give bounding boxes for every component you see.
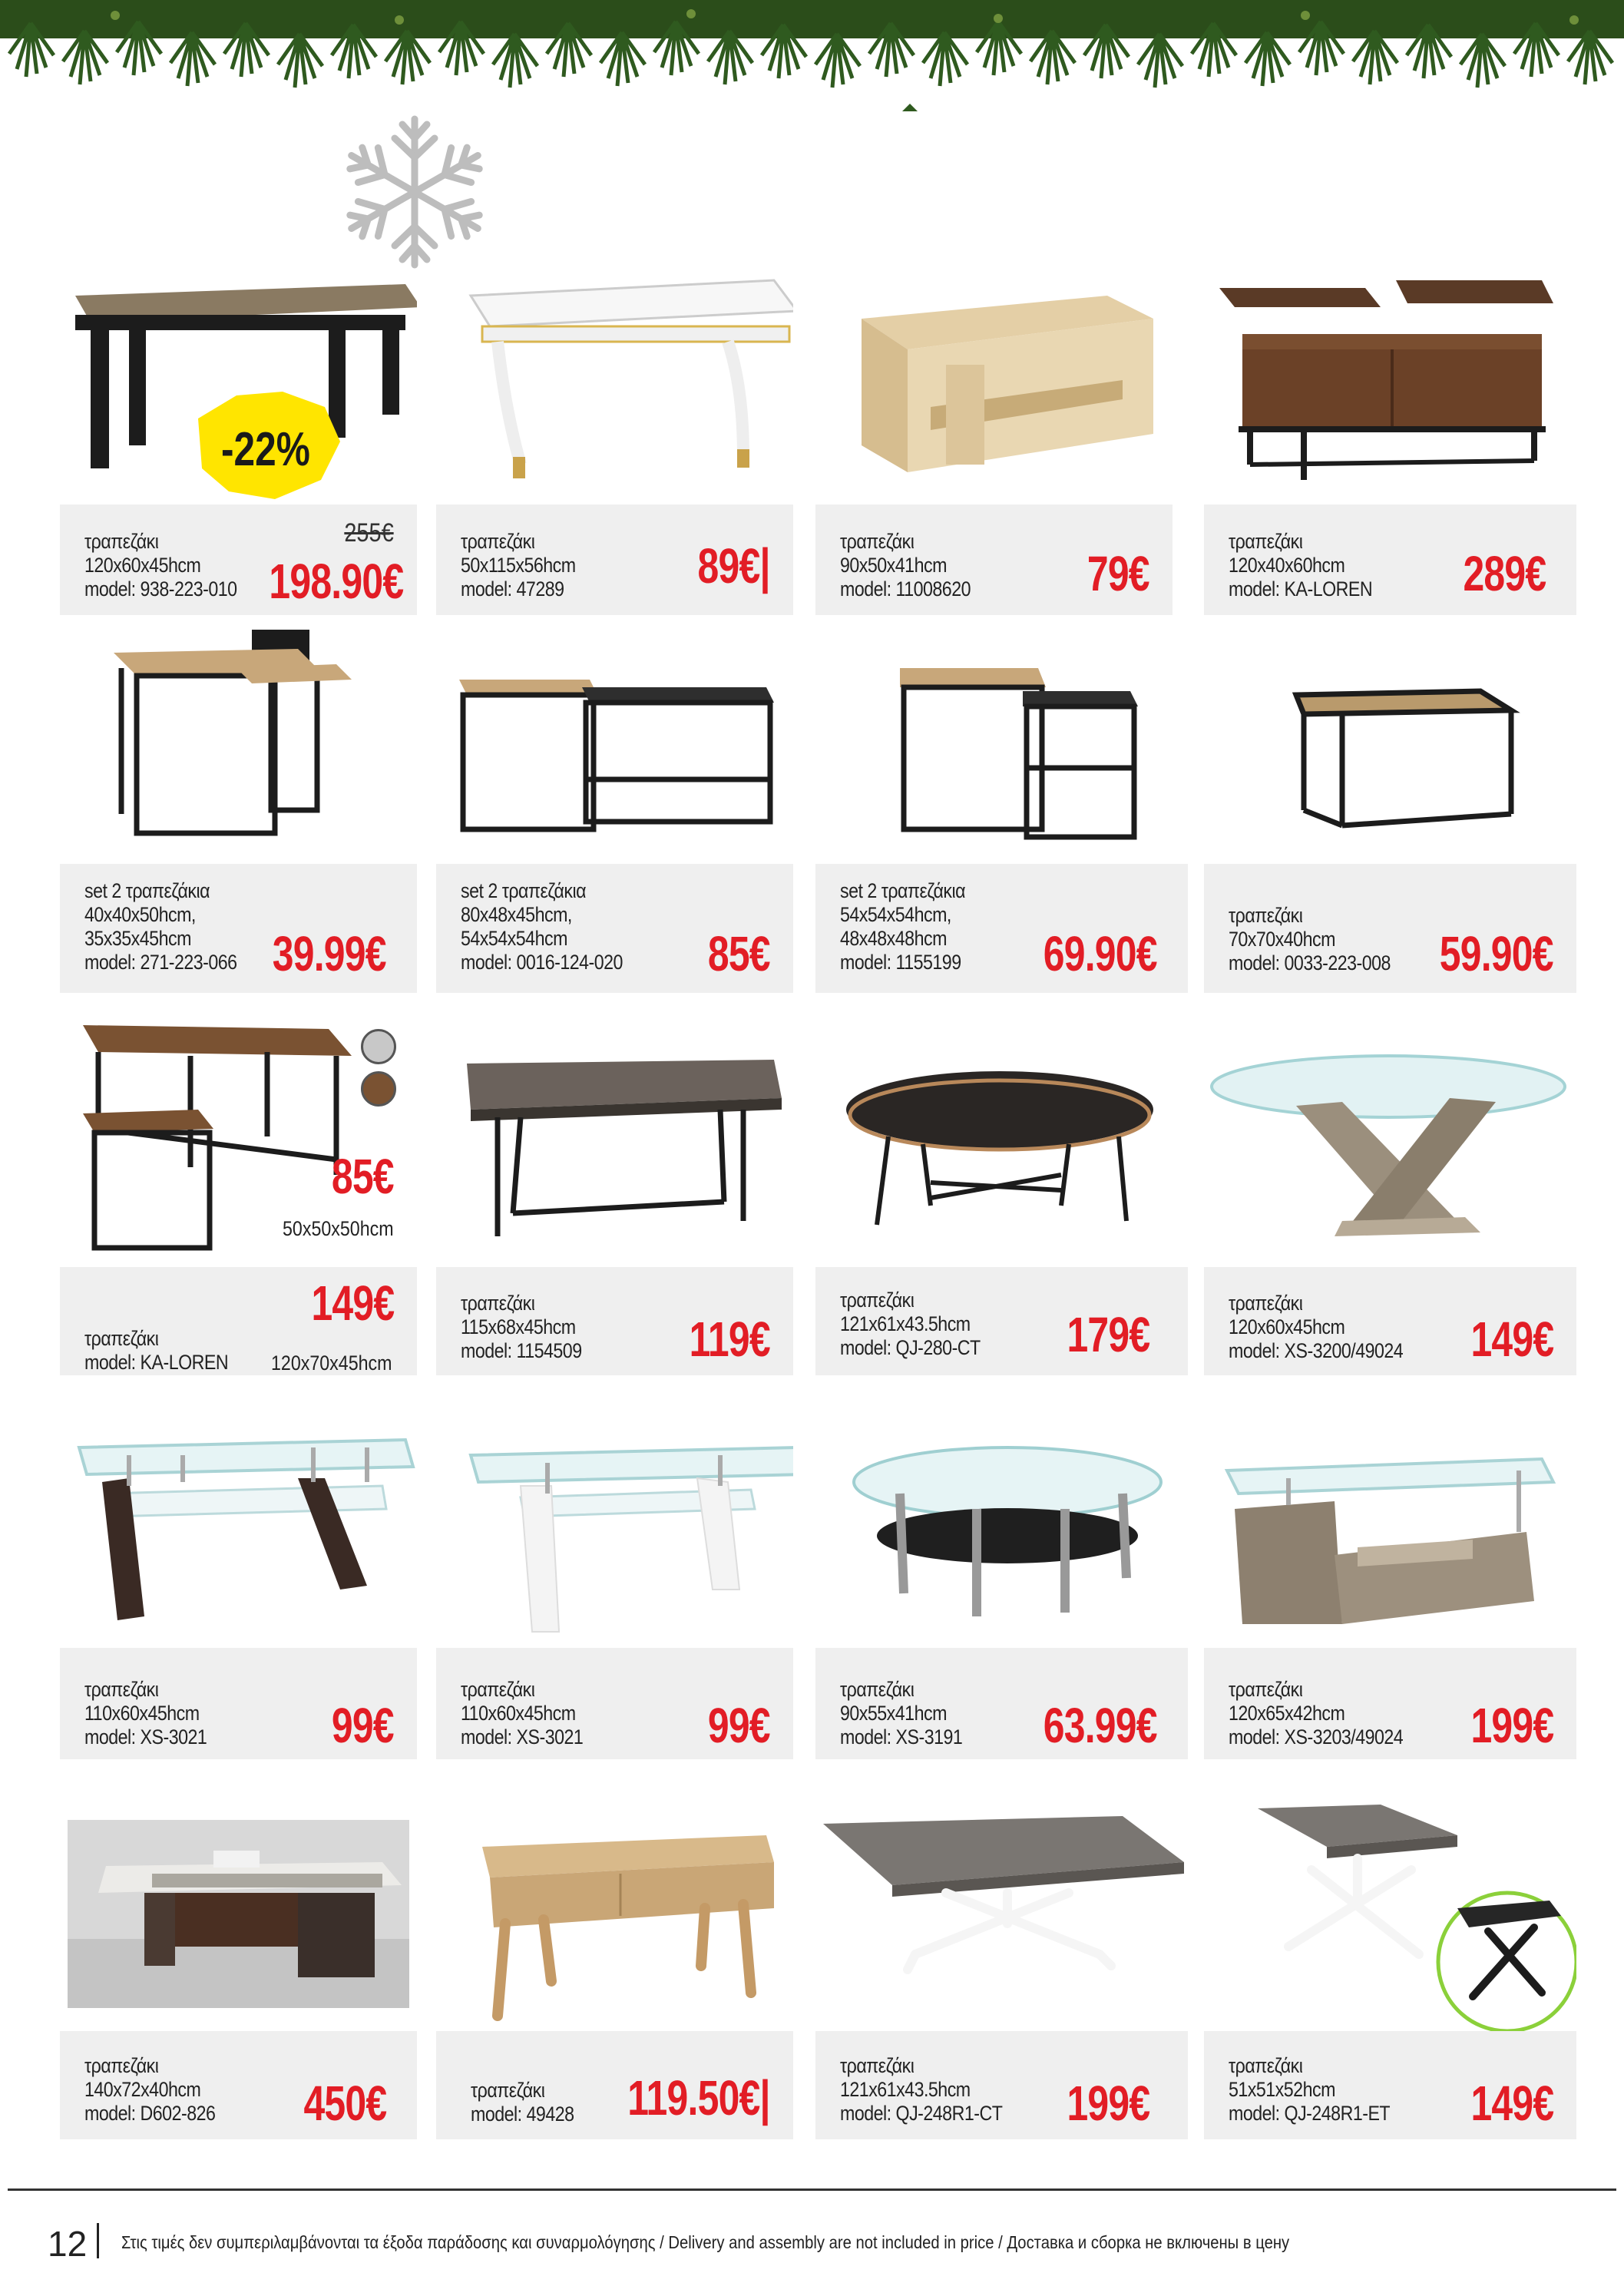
delivery-note: Στις τιμές δεν συμπεριλαμβάνονται τα έξοδα παράδοσης και συναρμολόγησης / Delivery and assembly are not included in price / Доставка и сборка не включены в цену (121, 2232, 1290, 2252)
product-description: set 2 τραπεζάκια 80x48x45hcm, 54x54x54hcm model: 0016-124-020 (461, 879, 623, 974)
product-image (815, 1014, 1188, 1259)
product-image (815, 1801, 1188, 2031)
price: 198.90€ (269, 554, 403, 609)
product-card[interactable] (815, 1801, 1188, 2142)
product-card[interactable] (60, 626, 417, 994)
price: 149€ (1470, 2076, 1553, 2131)
product-image (436, 273, 793, 503)
product-description: τραπεζάκι 70x70x40hcm model: 0033-223-008 (1229, 904, 1391, 974)
price: 199€ (1470, 1698, 1553, 1753)
product-image (1204, 1801, 1576, 2031)
price: 119€ (689, 1312, 770, 1367)
product-image (60, 1424, 417, 1647)
product-description: τραπεζάκι 50x115x56hcm model: 47289 (461, 530, 576, 600)
price: 149€ (1470, 1312, 1553, 1367)
product-image (1204, 626, 1576, 864)
discount-label: -22% (221, 423, 310, 476)
product-card[interactable] (436, 626, 793, 994)
price: 289€ (1463, 546, 1546, 601)
product-description: τραπεζάκι 51x51x52hcm model: QJ-248R1-ET (1229, 2054, 1391, 2125)
product-image (60, 1801, 417, 2031)
product-image (815, 1424, 1188, 1647)
product-card[interactable] (60, 1014, 417, 1378)
price: 89€| (697, 538, 770, 594)
product-card[interactable] (60, 273, 417, 618)
price: 119.50€| (627, 2070, 770, 2126)
product-description: τραπεζάκι 110x60x45hcm model: XS-3021 (84, 1678, 207, 1748)
product-image (436, 626, 793, 864)
product-description: τραπεζάκι 120x40x60hcm model: KA-LOREN (1229, 530, 1373, 600)
price: 179€ (1067, 1307, 1149, 1362)
product-card[interactable] (436, 273, 793, 618)
page-number-separator (97, 2223, 99, 2258)
product-image (1204, 1424, 1576, 1647)
product-description: τραπεζάκι model: KA-LOREN (84, 1327, 229, 1374)
price: 79€ (1087, 546, 1149, 601)
page-number: 12 (48, 2224, 88, 2264)
price: 63.99€ (1043, 1698, 1157, 1753)
price: 85€ (332, 1149, 394, 1204)
product-image (60, 626, 417, 864)
price: 199€ (1067, 2076, 1149, 2131)
product-card[interactable] (436, 1424, 793, 1762)
product-image (815, 273, 1188, 503)
price: 99€ (332, 1698, 394, 1753)
product-description: τραπεζάκι 121x61x43.5hcm model: QJ-280-CT (840, 1289, 981, 1359)
product-image (1204, 273, 1576, 503)
price: 149€ (311, 1275, 394, 1331)
old-price: 255€ (344, 518, 394, 548)
product-image (815, 626, 1188, 864)
price: 85€ (708, 926, 770, 981)
price: 450€ (303, 2076, 386, 2131)
color-swatch-walnut[interactable] (361, 1071, 396, 1107)
footer-divider (8, 2188, 1616, 2191)
product-card[interactable] (436, 1801, 793, 2142)
product-description: τραπεζάκι 121x61x43.5hcm model: QJ-248R1-CT (840, 2054, 1003, 2125)
product-description: set 2 τραπεζάκια 54x54x54hcm, 48x48x48hcm model: 1155199 (840, 879, 966, 974)
product-card[interactable] (1204, 1801, 1576, 2142)
product-description: τραπεζάκι 115x68x45hcm model: 1154509 (461, 1292, 582, 1362)
snowflake-icon (338, 108, 491, 276)
product-size: 120x70x45hcm (271, 1351, 392, 1375)
product-card[interactable] (815, 1424, 1188, 1762)
product-card[interactable] (815, 1014, 1188, 1378)
product-description: τραπεζάκι model: 49428 (471, 2079, 574, 2126)
price: 39.99€ (272, 926, 386, 981)
product-card[interactable] (1204, 1424, 1576, 1762)
product-image (1204, 1014, 1576, 1259)
product-card[interactable] (815, 626, 1188, 994)
product-image (436, 1014, 793, 1259)
price: 99€ (708, 1698, 770, 1753)
product-size: 50x50x50hcm (283, 1217, 394, 1240)
product-card[interactable] (815, 273, 1188, 618)
christmas-garland-decoration (0, 0, 1624, 123)
product-card[interactable] (60, 1424, 417, 1762)
product-description: τραπεζάκι 110x60x45hcm model: XS-3021 (461, 1678, 584, 1748)
product-card[interactable] (436, 1014, 793, 1378)
price: 59.90€ (1439, 926, 1553, 981)
product-description: τραπεζάκι 120x60x45hcm model: XS-3200/49024 (1229, 1292, 1404, 1362)
product-image (436, 1424, 793, 1647)
product-card[interactable] (1204, 626, 1576, 994)
product-description: τραπεζάκι 120x60x45hcm model: 938-223-010 (84, 530, 237, 600)
product-card[interactable] (1204, 1014, 1576, 1378)
product-image (436, 1801, 793, 2031)
price: 69.90€ (1043, 926, 1157, 981)
product-description: τραπεζάκι 90x50x41hcm model: 11008620 (840, 530, 971, 600)
product-card[interactable] (60, 1801, 417, 2142)
product-card[interactable] (1204, 273, 1576, 618)
product-description: τραπεζάκι 90x55x41hcm model: XS-3191 (840, 1678, 963, 1748)
color-swatch-grey[interactable] (361, 1029, 396, 1064)
product-description: τραπεζάκι 140x72x40hcm model: D602-826 (84, 2054, 216, 2125)
product-description: set 2 τραπεζάκια 40x40x50hcm, 35x35x45hcm model: 271-223-066 (84, 879, 237, 974)
product-description: τραπεζάκι 120x65x42hcm model: XS-3203/49024 (1229, 1678, 1404, 1748)
